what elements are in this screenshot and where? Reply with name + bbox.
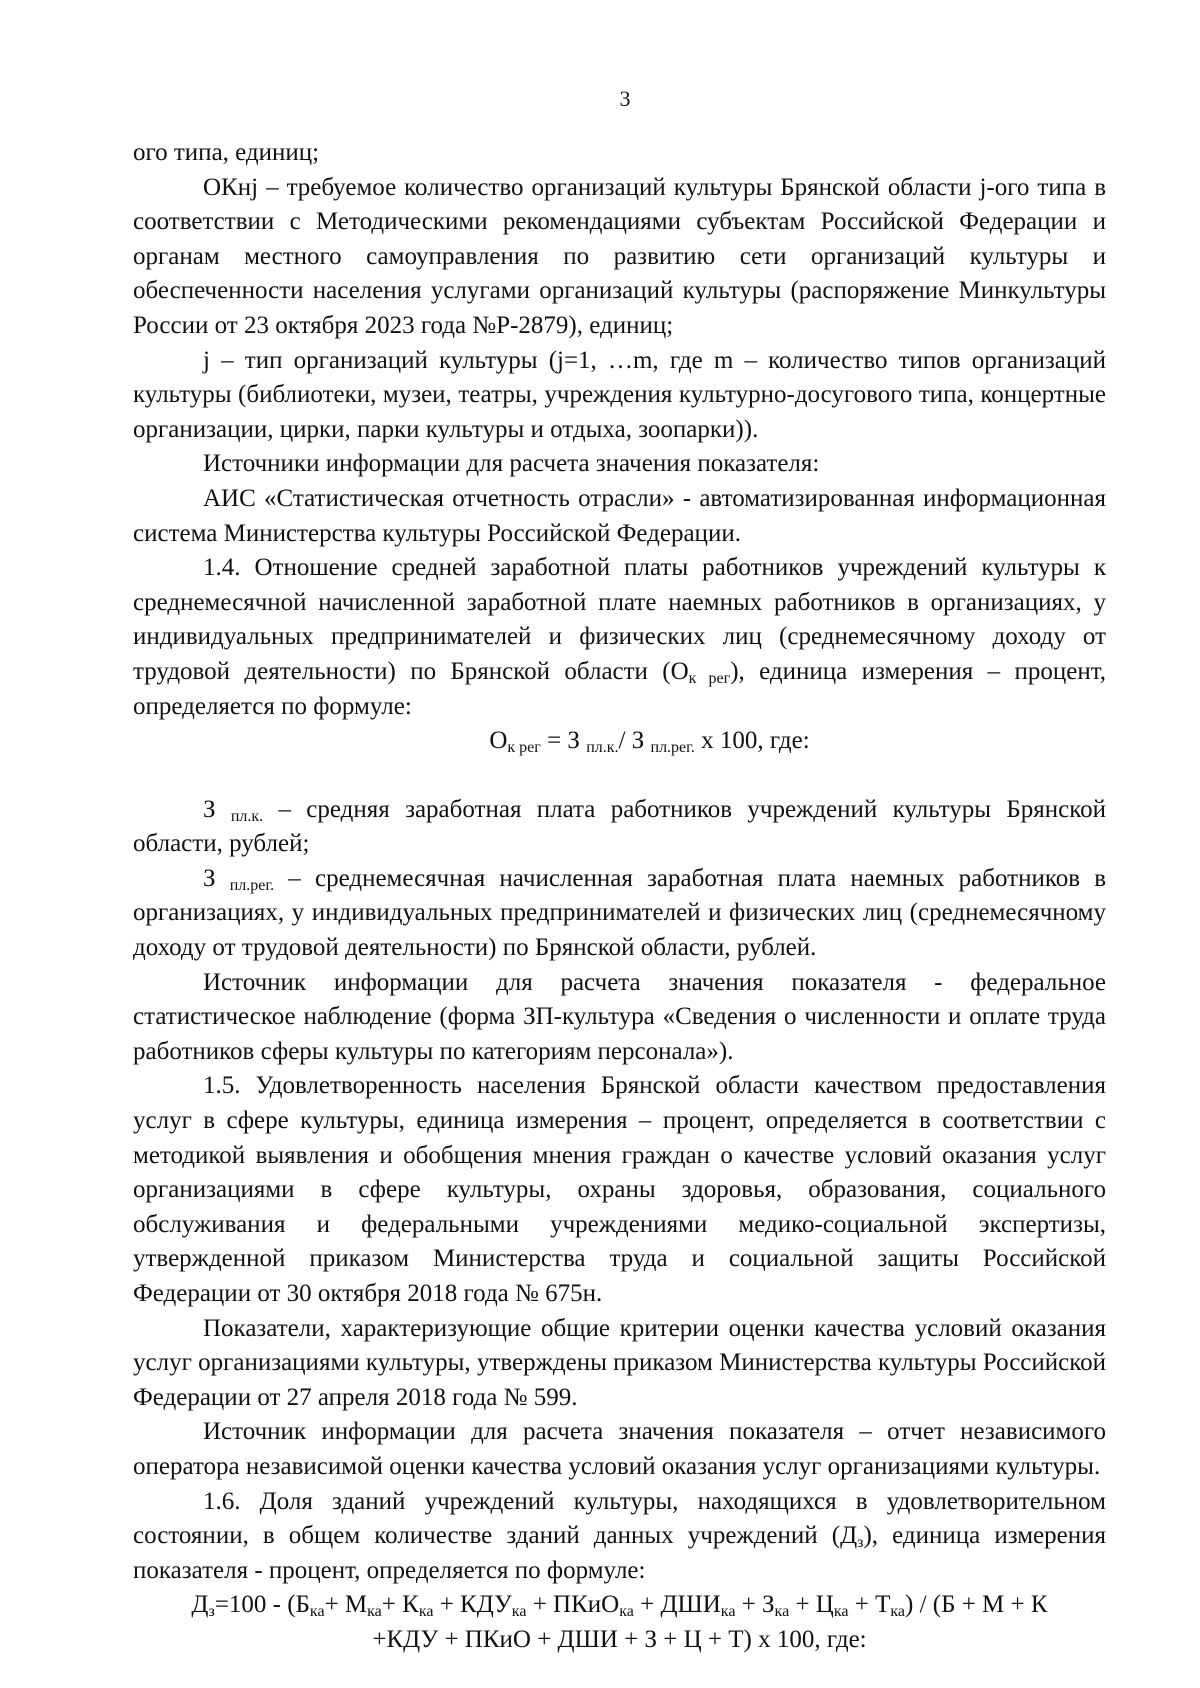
page-number: 3 — [619, 86, 631, 111]
formula-symbol: + К — [381, 1591, 419, 1619]
formula-symbol: + ДШИ — [633, 1591, 721, 1619]
formula-wage-ratio — [133, 724, 1106, 759]
formula-symbol: + Т — [848, 1591, 891, 1619]
subscript: пл.рег. — [229, 876, 275, 894]
text-run: – средняя заработная плата работников учреждений культуры Брянской области, рублей; — [133, 795, 1106, 858]
formula-symbol: + КДУ — [433, 1591, 512, 1619]
formula-symbol: Д — [191, 1591, 209, 1619]
formula-buildings-line-2: +КДУ + ПКиО + ДШИ + З + Ц + Т) х 100, где: — [372, 1625, 867, 1653]
paragraph — [133, 551, 1106, 724]
subscript: ка — [309, 1603, 325, 1621]
formula-symbol: + ПКиО — [526, 1591, 620, 1619]
paragraph: Показатели, характеризующие общие критерии оценки качества условий оказания услуг организациями культуры, утверждены приказом Министерства культуры Российской Федерации от 27 апреля 2018 года № 599. — [133, 1314, 1106, 1411]
subscript: ка — [367, 1603, 382, 1621]
paragraph: Источники информации для расчета значения показателя: — [203, 450, 820, 478]
formula-symbol: + М — [324, 1591, 368, 1619]
subscript: к рег — [688, 669, 731, 687]
subscript: ка — [720, 1603, 736, 1621]
paragraph — [133, 793, 1106, 862]
subscript: ка — [511, 1603, 527, 1621]
text-run: ), единица измерения показателя - процент, определяется по формуле: — [133, 1522, 1106, 1584]
paragraph: Источник информации для расчета значения показателя – отчет независимого оператора независимой оценки качества условий оказания услуг организациями культуры. — [133, 1418, 1106, 1480]
formula-symbol: =100 - (Б — [214, 1591, 310, 1619]
subscript: з — [857, 1534, 864, 1552]
formula-symbol: х 100, где: — [694, 727, 810, 755]
formula-symbol: = З — [540, 727, 587, 755]
formula-symbol: + Ц — [789, 1591, 834, 1619]
text-run: 1.6. Доля зданий учреждений культуры, находящихся в удовлетворительном состоянии, в общем количестве зданий данных учреждений (Д — [133, 1487, 1106, 1550]
subscript: к рег — [507, 739, 541, 757]
formula-symbol: ) / (Б + М + К — [905, 1591, 1048, 1619]
subscript: ка — [890, 1603, 905, 1621]
subscript: пл.к. — [230, 807, 264, 825]
paragraph: ого типа, единиц; — [133, 139, 320, 166]
subscript: з — [208, 1603, 215, 1621]
subscript: ка — [418, 1603, 434, 1621]
paragraph: ОКнj – требуемое количество организаций культуры Брянской области j-ого типа в соответствии с Методическими рекомендациями субъектам Российской Федерации и органам местного самоуправления по развитию сети организаций культуры и обеспеченности населения услугами организаций культуры (распоряжение Минкультуры России от 23 октября 2023 года №Р-2879), единиц; — [133, 173, 1106, 339]
subscript: ка — [833, 1603, 849, 1621]
paragraph: Источник информации для расчета значения показателя - федеральное статистическое наблюдение (форма ЗП-культура «Сведения о численности и оплате труда работников сферы культуры по категориям персонала»). — [133, 968, 1106, 1065]
paragraph: АИС «Статистическая отчетность отрасли» - автоматизированная информационная система Министерства культуры Российской Федерации. — [133, 484, 1106, 547]
formula-symbol: О — [489, 727, 508, 755]
document-body — [133, 136, 1106, 1658]
subscript: пл.к. — [586, 739, 619, 757]
paragraph: 1.5. Удовлетворенность населения Брянской области качеством предоставления услуг в сфере культуры, единица измерения – процент, определяется в соответствии с методикой выявления и обобщения мнения граждан о качестве условий оказания услуг организациями в сфере культуры, охраны здоровья, образования, социального обслуживания и федеральными учреждениями медико-социальной экспертизы, утвержденной приказом Министерства труда и социальной защиты Российской Федерации от 30 октября 2018 года № 675н. — [133, 1072, 1106, 1307]
paragraph — [133, 862, 1106, 966]
formula-symbol: + З — [735, 1591, 775, 1619]
paragraph: j – тип организаций культуры (j=1, …m, где m – количество типов организаций культуры (библиотеки, музеи, театры, учреждения культурно-досугового типа, концертные организации, цирки, парки культуры и отдыха, зоопарки)). — [133, 346, 1106, 443]
formula-buildings-line-1 — [133, 1588, 1106, 1623]
subscript: пл.рег. — [650, 739, 695, 757]
text-run: 1.4. Отношение средней заработной платы работников учреждений культуры к среднемесячной начисленной заработной плате наемных работников в организациях, у индивидуальных предпринимателей и физических лиц (среднемесячному доходу от трудовой деятельности) по Брянской области (О — [133, 554, 1106, 685]
text-run: З — [203, 795, 231, 823]
text-run: З — [203, 864, 230, 892]
formula-symbol: / З — [618, 727, 651, 755]
text-run: ), единица измерения – процент, определяется по формуле: — [133, 657, 1106, 720]
subscript: ка — [774, 1603, 790, 1621]
text-run: – среднемесячная начисленная заработная плата наемных работников в организациях, у индивидуальных предпринимателей и физических лиц (среднемесячному доходу от трудовой деятельности) по Брянской области, рублей. — [133, 864, 1106, 962]
subscript: ка — [619, 1603, 634, 1621]
spacer — [133, 759, 1106, 793]
paragraph — [133, 1485, 1106, 1589]
